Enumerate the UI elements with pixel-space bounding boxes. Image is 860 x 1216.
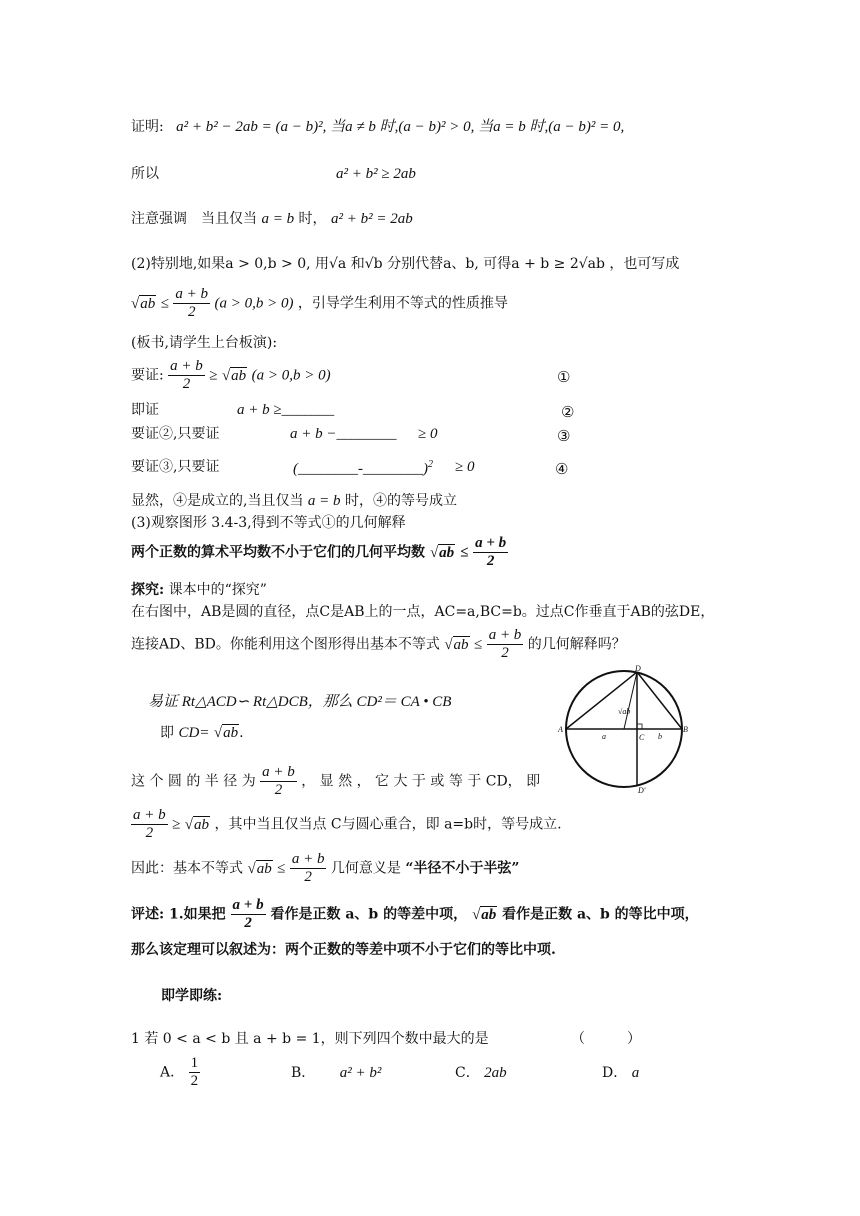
proof-expr: a² + b² − 2ab = (a − b)², 当a ≠ b 时,(a − b)² > 0, 当a = b 时,(a − b)² = 0, bbox=[176, 119, 625, 135]
label-sqrt-ab: √ab bbox=[618, 707, 631, 716]
question-line bbox=[131, 1031, 641, 1047]
board-note: (板书,请学生上台板演): bbox=[131, 335, 278, 351]
therefore-pre: 因此：基本不等式 bbox=[131, 860, 243, 877]
question-text: 1 若 0 < a < b 且 a + b = 1，则下列四个数中最大的是 bbox=[131, 1031, 489, 1047]
ge-sign: ≥ bbox=[209, 367, 218, 384]
condition: (a > 0,b > 0) bbox=[214, 295, 294, 312]
step-2 bbox=[131, 402, 335, 418]
fraction: $\frac{a + b}{2}$ bbox=[170, 358, 203, 392]
note-expr: a² + b² = 2ab bbox=[330, 211, 413, 227]
sqrt-ab: √ab bbox=[131, 295, 156, 312]
label-seg-a: a bbox=[602, 732, 606, 741]
mean-text: 两个正数的算术平均数不小于它们的几何平均数 bbox=[131, 544, 425, 561]
option-d[interactable] bbox=[602, 1066, 639, 1081]
ge-zero: ≥ 0 bbox=[455, 459, 475, 475]
option-label: B． bbox=[291, 1065, 316, 1081]
so-label: 所以 bbox=[131, 166, 159, 182]
option-label: A． bbox=[160, 1064, 185, 1081]
label-d-prime: D' bbox=[638, 786, 646, 795]
circle-figure bbox=[558, 664, 692, 802]
ji-cd: CD= bbox=[178, 725, 210, 741]
fraction: $\frac{a + b}{2}$ bbox=[475, 535, 507, 569]
option-value: a bbox=[631, 1065, 640, 1081]
option-a[interactable] bbox=[160, 1055, 200, 1090]
option-label: C． bbox=[455, 1065, 480, 1081]
option-value: a² + b² bbox=[339, 1065, 382, 1081]
review-mid: 看作是正数 a、b 的等差中项， bbox=[270, 906, 468, 923]
note-mid: 时， bbox=[298, 211, 327, 227]
ge-zero: ≥ 0 bbox=[418, 426, 438, 442]
step-expr: (________-________)$^2$ bbox=[293, 459, 433, 477]
step-expr: a + b ≥_______ bbox=[237, 402, 335, 418]
special-tail: ，引导学生利用不等式的性质推导 bbox=[297, 295, 508, 312]
option-label: D． bbox=[602, 1065, 628, 1081]
therefore-bold: “半径不小于半弦” bbox=[405, 860, 520, 877]
eq-line bbox=[131, 807, 562, 842]
special-formula-line bbox=[131, 286, 508, 321]
radius-post: ， 显 然 ， 它 大 于 或 等 于 CD， 即 bbox=[301, 773, 541, 790]
label-a: A bbox=[558, 725, 563, 734]
fraction: $\frac{a + b}{2}$ bbox=[262, 764, 295, 798]
label-c: C bbox=[639, 733, 645, 742]
note-line bbox=[131, 212, 413, 227]
explore-pre: 连接AD、BD。你能利用这个图形得出基本不等式 bbox=[131, 636, 440, 653]
le-sign: ≤ bbox=[474, 636, 483, 653]
therefore-line bbox=[131, 851, 519, 886]
fraction: $\frac{a + b}{2}$ bbox=[232, 897, 264, 931]
step-label: 要证: bbox=[131, 367, 164, 384]
practice-title: 即学即练: bbox=[161, 988, 223, 1004]
answer-paren: （ ） bbox=[571, 1031, 641, 1047]
explore-title-text: 课本中的“探究” bbox=[168, 582, 267, 598]
label-b: B bbox=[683, 725, 688, 734]
circle-1: ① bbox=[557, 368, 571, 386]
option-c[interactable] bbox=[455, 1066, 507, 1081]
sqrt-ab: √ab bbox=[471, 906, 497, 923]
explore-line-2 bbox=[131, 627, 626, 662]
le-sign: ≤ bbox=[160, 295, 169, 312]
special-line bbox=[131, 257, 679, 271]
ji-dot: . bbox=[239, 725, 244, 741]
ji-pre: 即 bbox=[160, 725, 174, 741]
eq-post: ，其中当且仅当点 C与圆心重合，即 a=b时，等号成立. bbox=[214, 816, 562, 833]
fraction: $\frac{a + b}{2}$ bbox=[133, 807, 166, 841]
step-label: 要证③,只要证 bbox=[131, 459, 220, 475]
condition: (a > 0,b > 0) bbox=[251, 367, 331, 384]
option-value: 2ab bbox=[484, 1065, 507, 1081]
sqrt-ab: √ab bbox=[213, 725, 239, 741]
sqrt-ab: √ab bbox=[247, 860, 272, 877]
circle-4: ④ bbox=[555, 460, 569, 478]
observe-line: (3)观察图形 3.4-3,得到不等式①的几何解释 bbox=[131, 515, 406, 531]
obvious-pre: 显然，④是成立的,当且仅当 bbox=[131, 493, 304, 509]
fraction: $\frac{a + b}{2}$ bbox=[175, 286, 208, 320]
easy-text: 易证 Rt△ACD∽ Rt△DCB，那么 CD²＝ CA • CB bbox=[148, 694, 452, 710]
radius-line bbox=[131, 764, 540, 799]
label-d: D bbox=[635, 664, 641, 673]
so-line bbox=[131, 166, 416, 182]
fraction: $\frac{a + b}{2}$ bbox=[488, 627, 522, 661]
review-line-1 bbox=[131, 897, 699, 932]
obvious-cond: a = b bbox=[307, 493, 341, 509]
fraction: $\frac{1}{2}$ bbox=[190, 1055, 199, 1089]
sqrt-ab: √ab bbox=[221, 367, 247, 384]
explore-label: 探究: bbox=[131, 582, 165, 598]
le-sign: ≤ bbox=[277, 860, 286, 877]
sqrt-ab: √ab bbox=[429, 544, 455, 561]
sqrt-ab: √ab bbox=[444, 636, 469, 653]
step-label: 要证②,只要证 bbox=[131, 426, 220, 442]
therefore-mid: 几何意义是 bbox=[330, 860, 401, 877]
mean-line bbox=[131, 535, 508, 570]
sqrt-ab: √ab bbox=[184, 816, 209, 833]
so-expr: a² + b² ≥ 2ab bbox=[336, 166, 416, 182]
fraction: $\frac{a + b}{2}$ bbox=[291, 851, 325, 885]
circle-2: ② bbox=[561, 403, 575, 421]
review-label: 评述: bbox=[131, 906, 165, 923]
explore-post: 的几何解释吗？ bbox=[527, 636, 626, 653]
explore-line-1: 在右图中，AB是圆的直径，点C是AB上的一点，AC=a,BC=b。过点C作垂直于AB的弦DE， bbox=[131, 604, 715, 620]
ge-sign: ≥ bbox=[172, 816, 181, 833]
explore-title bbox=[131, 583, 267, 597]
proof-label: 证明: bbox=[131, 119, 164, 135]
radius-text: 这 个 圆 的 半 径 为 bbox=[131, 773, 256, 790]
obvious-line bbox=[131, 494, 457, 509]
step-expr: a + b −________ bbox=[290, 426, 397, 442]
proof-line bbox=[131, 120, 624, 135]
step-1 bbox=[131, 358, 331, 393]
step-4 bbox=[131, 459, 475, 477]
option-b[interactable] bbox=[291, 1066, 381, 1081]
label-seg-b: b bbox=[658, 732, 662, 741]
circle-3: ③ bbox=[557, 427, 571, 445]
review-line-2: 那么该定理可以叙述为：两个正数的等差中项不小于它们的等比中项. bbox=[131, 942, 556, 958]
easy-proof bbox=[148, 695, 451, 710]
ji-line bbox=[160, 726, 244, 741]
step-label: 即证 bbox=[131, 402, 159, 418]
note-label: 注意强调 当且仅当 bbox=[131, 211, 257, 227]
step-3 bbox=[131, 426, 438, 442]
review-pre: 1.如果把 bbox=[169, 906, 226, 923]
special-text: (2)特别地,如果a > 0,b > 0, 用√a 和√b 分别代替a、b, 可得a + b ≥ 2√ab ，也可写成 bbox=[131, 256, 680, 272]
note-cond: a = b bbox=[261, 211, 295, 227]
le-sign: ≤ bbox=[459, 544, 469, 561]
review-post: 看作是正数 a、b 的等比中项， bbox=[502, 906, 699, 923]
obvious-post: 时，④的等号成立 bbox=[344, 493, 457, 509]
